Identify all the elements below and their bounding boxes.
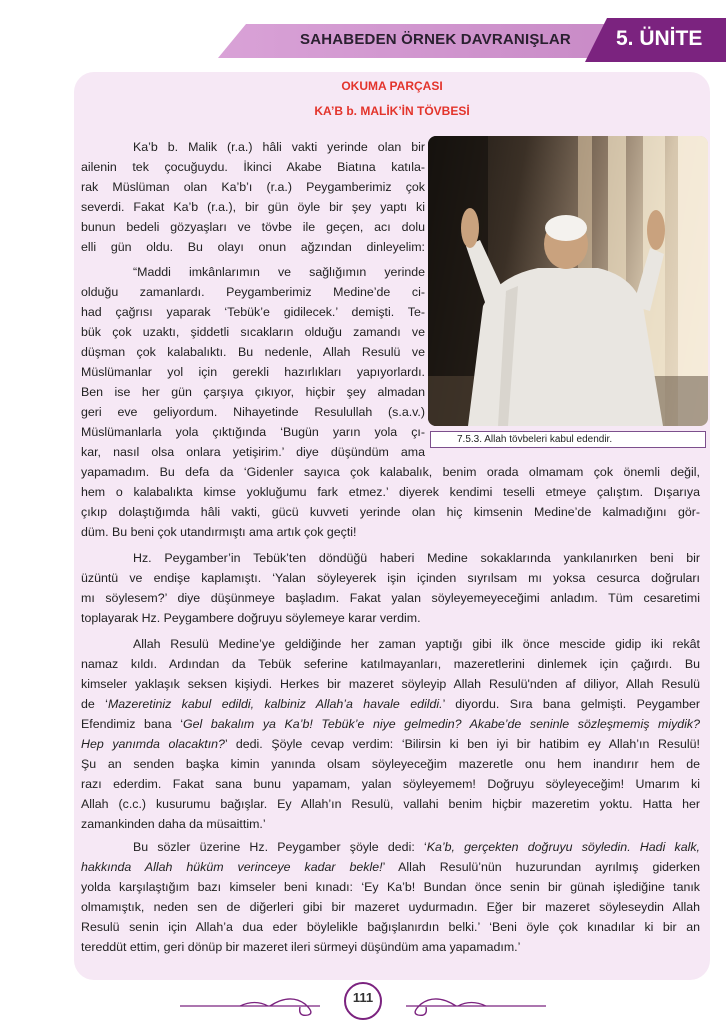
text-line: yolda karşılaştığım bazı kimseler beni kınadı: ‘Ey Ka’b! Bundan önce senin bir günah işlediğine tanık xyxy=(81,880,700,894)
unit-label: 5. ÜNİTE xyxy=(616,27,703,50)
text-line: bük çok uzaktı, şiddetli sıcakların olduğu zamandı ve xyxy=(81,325,425,339)
text-line: severdi. Fakat Ka’b (r.a.), bir gün öyle bir şey yaptı ki xyxy=(81,200,425,214)
paragraph-4 xyxy=(81,634,700,834)
text-line: olduğu zamanlardı. Peygamberimiz Medine’de ci- xyxy=(81,285,425,299)
text-line: Müslümanlar yol için gerekli hazırlıkları yapıyorlardı. xyxy=(81,365,425,379)
text-line: Hz. Peygamber’in Tebük’ten döndüğü haberi Medine sokaklarında yankılanırken beni bir xyxy=(133,551,700,565)
text-line: üzüntü ve endişe kaplamıştı. ‘Yalan söyleyerek işin içinden sıyrılsam mı yoksa cesurca doğruları xyxy=(81,571,700,585)
text-line: razı ederdim. Fakat sana bunu yapamam, yalan söyleyemem! Doğruyu söyleyeceğim! Umarım ki xyxy=(81,777,700,791)
text-line: Bu sözler üzerine Hz. Peygamber şöyle dedi: ‘Ka’b, gerçekten doğruyu söyledin. Hadi kalk, xyxy=(133,840,700,854)
text-line: ailenin tek çocuğuydu. İkinci Akabe Biatına katıla- xyxy=(81,160,425,174)
paragraph-2-continued xyxy=(81,462,700,542)
text-line: düm. Bu beni çok utandırmıştı ama artık çok geçti! xyxy=(81,525,357,539)
text-line: elli gün oldu. Bu olayı onun ağzından dinleyelim: xyxy=(81,240,425,254)
man-praying-photo xyxy=(428,136,708,426)
text-line: Ka’b b. Malik (r.a.) hâli vakti yerinde olan bir xyxy=(133,140,425,154)
paragraph-2 xyxy=(81,262,425,462)
text-line: Hep yanımda olacaktın?’ dedi. Şöyle cevap verdim: ‘Bilirsin ki ben iyi bir hatibim ey Allah’ın Resulü! xyxy=(81,737,700,751)
photo-illustration xyxy=(428,136,708,426)
text-line: had çağrısı yaparak ‘Tebük’e gidilecek.’ demişti. Te- xyxy=(81,305,425,319)
text-line: toplayarak Hz. Peygambere doğruyu söylemeye karar verdim. xyxy=(81,611,421,625)
text-line: Şu an senden başka kimin yanında olsam söyleyeceğim mazeretle onu hem inandırır hem de xyxy=(81,757,700,771)
text-line: namaz kıldı. Ardından da Tebük seferine katılmayanları, mazeretlerini dinlemek için çağırdı. Bu xyxy=(81,657,700,671)
paragraph-5 xyxy=(81,837,700,957)
text-line: hem o kalabalıkta kimse yokluğumu fark etmez.’ diyerek kendimi teselli etmeye çalıştım. Dışarıya xyxy=(81,485,700,499)
chapter-title: SAHABEDEN ÖRNEK DAVRANIŞLAR xyxy=(300,31,571,48)
paragraph-3 xyxy=(81,548,700,628)
text-line: bunun bedeli gözyaşları ve tövbe ile geçen, acı dolu xyxy=(81,220,425,234)
text-line: Resulü senin için Allah’a dua eder böylelikle bağışlanırdın belki.’ ‘Beni öyle çok kınadılar ki bir an xyxy=(81,920,700,934)
text-line: olmamıştık, neden sen de diğerleri gibi bir mazeret uydurmadın. Eğer bir mazeret söyleseydin Allah xyxy=(81,900,700,914)
text-line: “Maddi imkânlarımın ve sağlığımın yerinde xyxy=(133,265,425,279)
text-line: de ‘Mazeretiniz kabul edildi, kalbiniz Allah’a havale edildi.’ diyordu. Sıra bana gelmişti. Peygamber xyxy=(81,697,700,711)
section-label: OKUMA PARÇASI xyxy=(341,79,443,93)
text-line: kimseler yaklaşık seksen kişiydi. Herkes bir mazeret söyleyip Allah Resulü'nden af diliyor, Allah Resulü xyxy=(81,677,700,691)
text-line: zamankinden daha da müsaittim.’ xyxy=(81,817,266,831)
text-line: geri eve geliyordum. Nihayetinde Resulullah (s.a.v.) xyxy=(81,405,425,419)
text-line: rak Müslüman olan Ka’b’ı (r.a.) Peygamberimiz çok xyxy=(81,180,425,194)
text-line: kar, nasıl olsa onlara yetişirim.’ diye düşündüm ama xyxy=(81,445,425,459)
text-line: yapamadım. Bu defa da ‘Gidenler sayıca çok kalabalık, benim orada olmamam çok önemli değil, xyxy=(81,465,700,479)
text-line: mı söylesem?’ diye düşünmeye başladım. Fakat yalan söyleyemeyeceğimi anladım. Tüm cesaretimi xyxy=(81,591,700,605)
text-line: hakkında Allah hüküm verinceye kadar bekle!’ Allah Resulü’nün huzurundan ayrılmış giderken xyxy=(81,860,700,874)
text-line: çıkıp dolaştığımda hâli vakti, gücü kuvveti yerinde olan hiç kimsenin Medine’de kalmadığını gör- xyxy=(81,505,700,519)
paragraph-1 xyxy=(81,137,425,257)
text-line: Müslümanlarla yola çıktığında ‘Bugün yarın yola çı- xyxy=(81,425,425,439)
text-line: düşman çok kalabalıktı. Bu nedenle, Allah Resulü ve xyxy=(81,345,425,359)
text-line: Efendimiz bana ‘Gel bakalım ya Ka’b! Tebük’e niye gelmedin? Akabe’de seninle sözleşmemiş miydik? xyxy=(81,717,701,731)
text-line: Ben ise her gün çarşıya çıkıyor, hiçbir şey almadan xyxy=(81,385,425,399)
page-number: 111 xyxy=(352,990,374,1005)
text-line: tereddüt ettim, geri dönüp bir mazeret ileri sürmeyi düşündüm ama yapamadım.’ xyxy=(81,940,521,954)
story-title: KA’B b. MALİK’İN TÖVBESİ xyxy=(314,104,470,118)
text-line: Allah Resulü Medine’ye geldiğinde her zaman yaptığı gibi ilk önce mescide gidip iki rekât xyxy=(133,637,700,651)
text-line: Allah (c.c.) kusurumu bağışlar. Ey Allah’ın Resulü, vallahi benim hiçbir mazeretim yoktu. Hatta her xyxy=(81,797,700,811)
figure-caption: 7.5.3. Allah tövbeleri kabul edendir. xyxy=(430,431,706,448)
